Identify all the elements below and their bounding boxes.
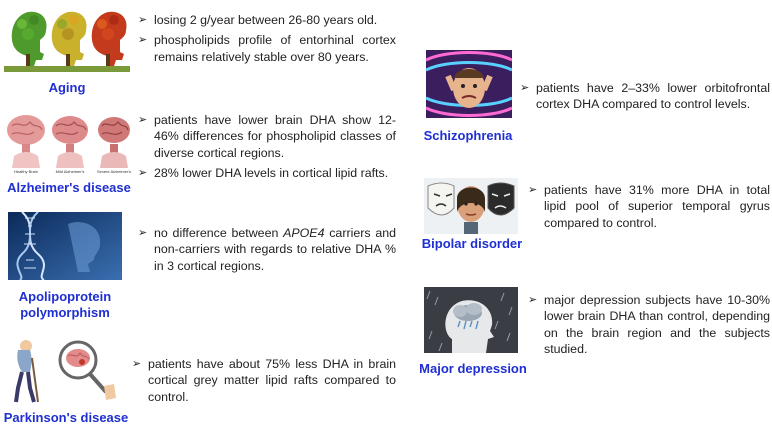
arrow-bullet-icon: ➢ [520, 82, 530, 94]
list-item: ➢ patients have lower brain DHA show 12-46% differences for phospholipid classes of diverse cortical regions. [138, 113, 396, 160]
list-item: ➢ patients have 2–33% lower orbitofrontal cortex DHA compared to control levels. [520, 81, 770, 112]
trees-head-silhouettes-icon [4, 4, 130, 72]
apolipoprotein-label: Apolipoprotein polymorphism [18, 289, 112, 320]
parkinson-bullets [132, 356, 396, 409]
list-item: ➢ major depression subjects have 10-30% lower brain DHA than control, depending on the brain region and the subjects studied. [528, 293, 770, 357]
schizophrenia-label: Schizophrenia [423, 128, 513, 143]
alzheimer-image [4, 108, 136, 176]
masks-faces-icon [424, 178, 518, 234]
aging-image [4, 4, 130, 72]
aging-label: Aging [48, 80, 86, 95]
dna-helix-head-icon [8, 212, 122, 280]
bipolar-image [424, 178, 518, 234]
alzheimer-label: Alzheimer's disease [7, 180, 131, 195]
arrow-bullet-icon: ➢ [138, 34, 148, 47]
arrow-bullet-icon: ➢ [138, 227, 148, 239]
distressed-face-icon [426, 50, 512, 118]
list-item: ➢ patients have 31% more DHA in total lipid pool of superior temporal gyrus compared to control. [528, 183, 770, 230]
bipolar-label: Bipolar disorder [421, 236, 523, 251]
caption-severe: Severe Alzheimer's [96, 169, 132, 174]
caption-healthy: Healthy Brain [13, 169, 38, 174]
list-item: ➢ phospholipids profile of entorhinal cortex remains relatively stable over 80 years. [138, 33, 396, 64]
list-item: ➢ patients have about 75% less DHA in brain cortical grey matter lipid rafts compared to control. [132, 357, 396, 404]
parkinson-image [8, 336, 120, 406]
list-item: ➢ no difference between APOE4 carriers and non-carriers with regards to relative DHA % in 3 cortical regions. [138, 226, 396, 273]
apolipoprotein-bullets [138, 225, 396, 278]
schizophrenia-bullets [520, 80, 770, 117]
list-item: ➢ 28% lower DHA levels in cortical lipid rafts. [138, 166, 389, 181]
depression-label: Major depression [419, 361, 527, 376]
depression-bullets [528, 292, 770, 362]
arrow-bullet-icon: ➢ [132, 358, 142, 370]
alzheimer-bullets [138, 112, 396, 186]
arrow-bullet-icon: ➢ [138, 14, 148, 26]
arrow-bullet-icon: ➢ [528, 294, 538, 306]
aging-bullets [138, 12, 396, 69]
arrow-bullet-icon: ➢ [528, 184, 538, 196]
depression-image [424, 287, 518, 353]
brain-stages-icon [4, 108, 136, 176]
arrow-bullet-icon: ➢ [138, 167, 148, 180]
caption-mild: Mild Alzheimer's [55, 169, 85, 174]
bipolar-bullets [528, 182, 770, 235]
schizophrenia-image [426, 50, 512, 118]
arrow-bullet-icon: ➢ [138, 114, 148, 126]
apolipoprotein-image [8, 212, 122, 280]
elderly-magnifier-brain-icon [8, 336, 120, 406]
parkinson-label: Parkinson's disease [3, 410, 129, 425]
head-cloud-rain-icon [424, 287, 518, 353]
list-item: ➢ losing 2 g/year between 26-80 years old. [138, 13, 378, 27]
